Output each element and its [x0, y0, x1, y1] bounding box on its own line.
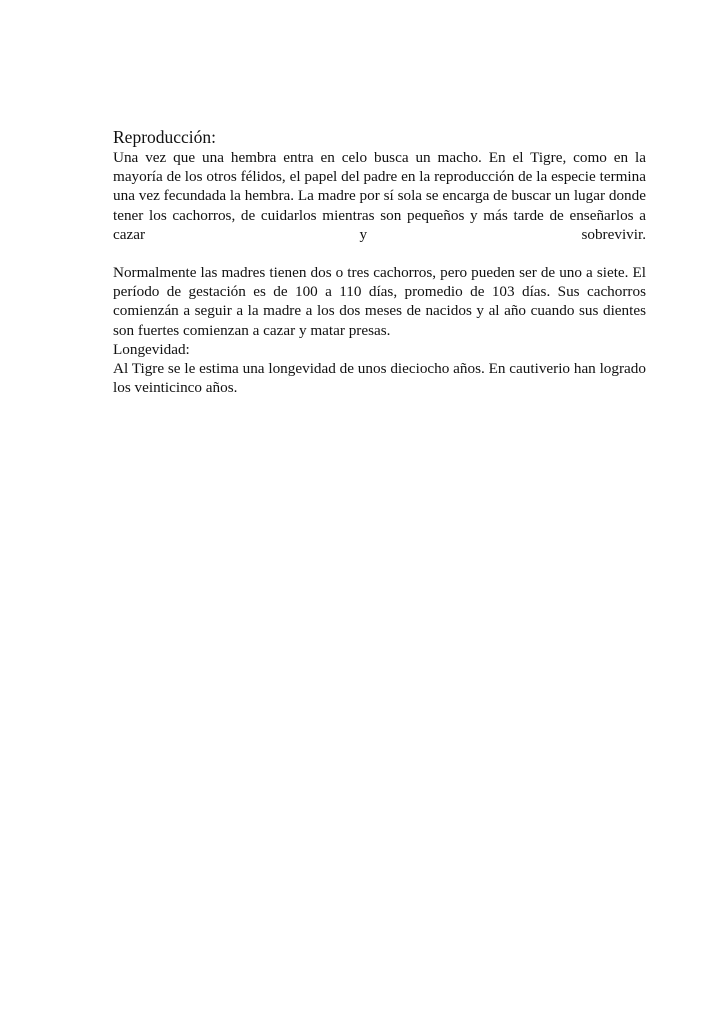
section-heading-longevidad: Longevidad:: [113, 340, 190, 358]
section-heading-reproduccion: Reproducción:: [113, 127, 217, 147]
paragraph-reproduccion-1: Una vez que una hembra entra en celo busca un macho. En el Tigre, como en la mayoría de los otros félidos, el papel del padre en la reproducción de la especie termina una vez fecundada la hembra. La madre por sí sola se encarga de buscar un lugar donde tener los cachorros, de cuidarlos mientras son pequeños y más tarde de enseñarlos a cazar y sobrevivir.: [113, 149, 646, 243]
paragraph-longevidad-1: Al Tigre se le estima una longevidad de unos dieciocho años. En cautiverio han logrado los veinticinco años.: [113, 360, 646, 397]
document-body: [113, 126, 646, 397]
paragraph-spacer: [113, 244, 646, 263]
paragraph-reproduccion-2: Normalmente las madres tienen dos o tres cachorros, pero pueden ser de uno a siete. El período de gestación es de 100 a 110 días, promedio de 103 días. Sus cachorros comienzán a seguir a la madre a los dos meses de nacidos y al año cuando sus dientes son fuertes comienzan a cazar y matar presas.: [113, 264, 646, 339]
